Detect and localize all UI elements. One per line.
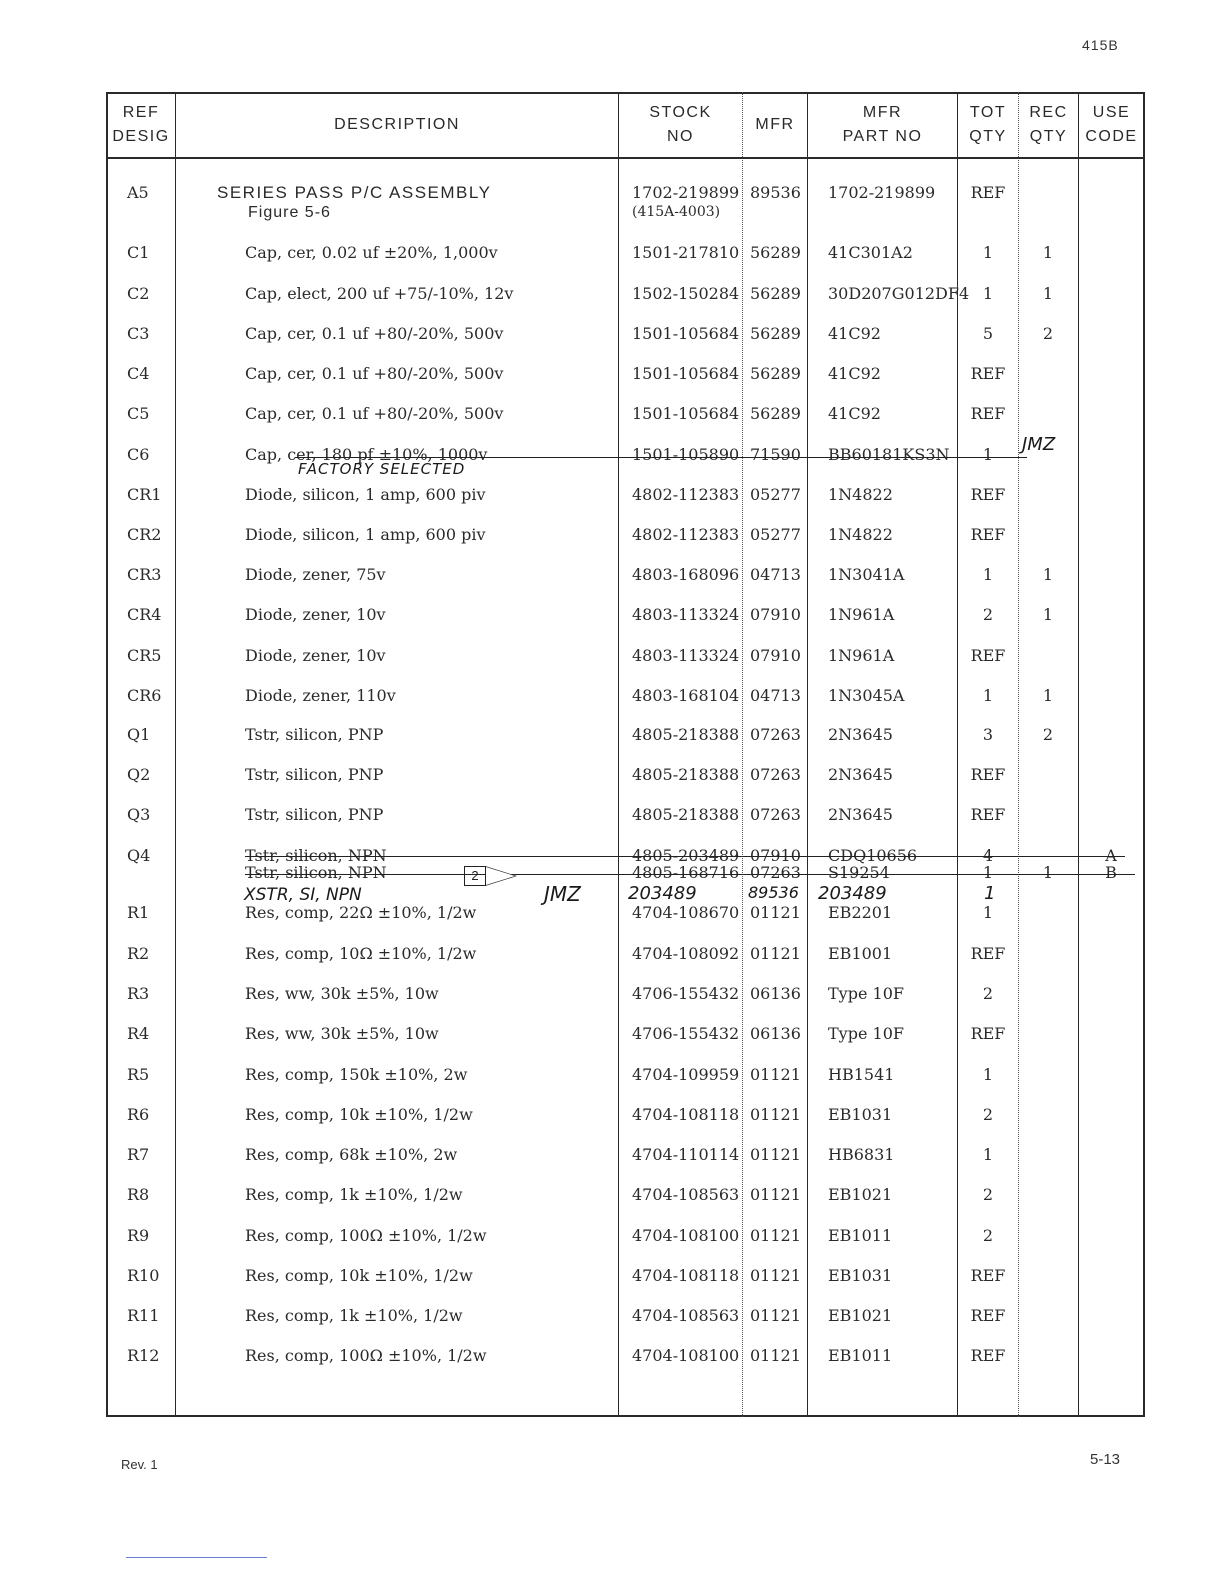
table-row	[0, 1145, 1224, 1185]
cell-stock-no: 4704-108563	[632, 1306, 740, 1325]
cell-ref: R10	[127, 1266, 160, 1285]
cell-mfr-part-no: 1N4822	[828, 485, 893, 504]
cell-stock-no: 4803-168104	[632, 686, 740, 705]
cell-ref: R4	[127, 1024, 150, 1043]
assembly-title: SERIES PASS P/C ASSEMBLY	[217, 183, 492, 202]
cell-description: Res, comp, 100Ω ±10%, 1/2w	[245, 1226, 487, 1245]
cell-description: Diode, zener, 10v	[245, 646, 386, 665]
table-row	[0, 525, 1224, 565]
cell-mfr-part-no: EB1011	[828, 1226, 893, 1245]
cell-stock-no: 1501-217810	[632, 243, 740, 262]
cell-description: Res, comp, 10k ±10%, 1/2w	[245, 1266, 473, 1285]
cell-description: Res, comp, 1k ±10%, 1/2w	[245, 1185, 463, 1204]
assembly-stock-no: 1702-219899	[632, 183, 740, 202]
cell-mfr: 01121	[750, 1266, 801, 1285]
cell-stock-no: 1502-150284	[632, 284, 740, 303]
cell-mfr-part-no: EB1021	[828, 1185, 893, 1204]
assembly-ref: A5	[127, 183, 149, 202]
table-row	[0, 805, 1224, 845]
q4-handwritten-mfr: 89536	[748, 883, 799, 902]
cell-tot-qty: REF	[970, 1024, 1006, 1043]
cell-rec-qty: 1	[1042, 243, 1054, 262]
header-use-code: USE CODE	[1085, 104, 1138, 145]
cell-mfr: 07263	[750, 805, 801, 824]
cell-use-code: A	[1105, 846, 1117, 865]
cell-mfr: 01121	[750, 1185, 801, 1204]
table-row	[0, 1105, 1224, 1145]
cell-description: Cap, elect, 200 uf +75/-10%, 12v	[245, 284, 514, 303]
cell-mfr: 01121	[750, 1065, 801, 1084]
cell-mfr: 56289	[750, 404, 801, 423]
cell-tot-qty: REF	[970, 646, 1006, 665]
cell-stock-no: 1501-105684	[632, 404, 740, 423]
table-row	[0, 485, 1224, 525]
table-row	[0, 1065, 1224, 1105]
cell-ref: C5	[127, 404, 150, 423]
cell-mfr: 07910	[750, 846, 801, 865]
cell-mfr-part-no: 41C92	[828, 364, 881, 383]
cell-mfr-part-no: S19254	[828, 863, 890, 882]
cell-mfr-part-no: 2N3645	[828, 725, 893, 744]
revision-label: Rev. 1	[121, 1457, 158, 1472]
header-rec-qty: REC QTY	[1029, 104, 1068, 145]
cell-mfr: 04713	[750, 565, 801, 584]
cell-rec-qty: 2	[1042, 725, 1054, 744]
cell-stock-no: 4704-108670	[632, 903, 740, 922]
cell-stock-no: 4802-112383	[632, 485, 740, 504]
cell-stock-no: 1501-105890	[632, 445, 740, 464]
table-row	[0, 863, 1224, 903]
table-row	[0, 1306, 1224, 1346]
table-row	[0, 1024, 1224, 1064]
cell-description: Res, comp, 1k ±10%, 1/2w	[245, 1306, 463, 1325]
cell-ref: C1	[127, 243, 150, 262]
c6-strikethrough	[295, 457, 1027, 458]
cell-ref: R3	[127, 984, 150, 1003]
cell-stock-no: 4704-109959	[632, 1065, 740, 1084]
cell-ref: CR6	[127, 686, 162, 705]
cell-stock-no: 4803-113324	[632, 605, 740, 624]
cell-stock-no: 4704-108100	[632, 1346, 740, 1365]
cell-rec-qty: 1	[1042, 686, 1054, 705]
cell-description: Tstr, silicon, PNP	[245, 805, 384, 824]
cell-ref: R1	[127, 903, 150, 922]
cell-stock-no: 4805-218388	[632, 725, 740, 744]
cell-mfr-part-no: Type 10F	[828, 984, 904, 1003]
cell-use-code: B	[1105, 863, 1117, 882]
cell-description: Res, comp, 22Ω ±10%, 1/2w	[245, 903, 477, 922]
cell-mfr-part-no: 1N961A	[828, 605, 895, 624]
change-arrow-label: 2	[464, 866, 486, 886]
cell-tot-qty: 1	[982, 1145, 994, 1164]
cell-tot-qty: 2	[982, 1105, 994, 1124]
cell-tot-qty: 2	[982, 1185, 994, 1204]
cell-mfr: 07263	[750, 863, 801, 882]
cell-ref: R2	[127, 944, 150, 963]
cell-mfr-part-no: 41C92	[828, 324, 881, 343]
cell-ref: CR4	[127, 605, 162, 624]
cell-description: Res, comp, 10Ω ±10%, 1/2w	[245, 944, 477, 963]
cell-mfr: 07910	[750, 646, 801, 665]
cell-ref: R11	[127, 1306, 160, 1325]
cell-ref: Q2	[127, 765, 151, 784]
cell-tot-qty: 1	[982, 565, 994, 584]
table-row	[0, 1346, 1224, 1386]
cell-tot-qty: 1	[982, 445, 994, 464]
cell-description: Cap, cer, 0.1 uf +80/-20%, 500v	[245, 324, 504, 343]
cell-rec-qty: 2	[1042, 324, 1054, 343]
table-row	[0, 565, 1224, 605]
table-row	[0, 364, 1224, 404]
c6-initials: JMZ	[1022, 434, 1056, 455]
cell-mfr-part-no: EB2201	[828, 903, 893, 922]
table-row	[0, 944, 1224, 984]
cell-description: Tstr, silicon, NPN	[245, 846, 387, 865]
header-description: DESCRIPTION	[334, 116, 460, 133]
header-mfr: MFR	[755, 116, 795, 133]
cell-mfr-part-no: 30D207G012DF4	[828, 284, 970, 303]
cell-stock-no: 4706-155432	[632, 1024, 740, 1043]
page-number: 5-13	[1090, 1451, 1121, 1468]
cell-tot-qty: REF	[970, 485, 1006, 504]
cell-stock-no: 1501-105684	[632, 324, 740, 343]
cell-mfr: 07263	[750, 725, 801, 744]
header-tot-qty: TOT QTY	[969, 104, 1007, 145]
table-row	[0, 765, 1224, 805]
cell-ref: R9	[127, 1226, 150, 1245]
cell-mfr: 07910	[750, 605, 801, 624]
change-arrow-icon	[485, 866, 517, 886]
cell-ref: R8	[127, 1185, 150, 1204]
q4-handwritten-qty: 1	[984, 883, 996, 904]
cell-stock-no: 4805-203489	[632, 846, 740, 865]
cell-tot-qty: 2	[982, 605, 994, 624]
cell-description: Res, comp, 68k ±10%, 2w	[245, 1145, 458, 1164]
table-row	[0, 1185, 1224, 1225]
table-row	[0, 324, 1224, 364]
cell-mfr-part-no: EB1001	[828, 944, 893, 963]
cell-mfr-part-no: 1N3045A	[828, 686, 905, 705]
cell-tot-qty: 1	[982, 686, 994, 705]
cell-mfr-part-no: EB1031	[828, 1105, 893, 1124]
cell-description: Cap, cer, 0.1 uf +80/-20%, 500v	[245, 364, 504, 383]
cell-mfr-part-no: EB1011	[828, 1346, 893, 1365]
cell-mfr-part-no: 1N961A	[828, 646, 895, 665]
cell-stock-no: 4802-112383	[632, 525, 740, 544]
cell-description: Diode, silicon, 1 amp, 600 piv	[245, 525, 486, 544]
cell-rec-qty: 1	[1042, 863, 1054, 882]
q4-handwritten-stock: 203489	[628, 883, 697, 904]
cell-tot-qty: REF	[970, 404, 1006, 423]
header-mfr-part-no: MFR PART NO	[842, 104, 923, 145]
cell-description: Tstr, silicon, PNP	[245, 725, 384, 744]
cell-mfr: 56289	[750, 364, 801, 383]
assembly-tot-qty: REF	[970, 183, 1006, 202]
cell-stock-no: 4706-155432	[632, 984, 740, 1003]
cell-mfr: 56289	[750, 284, 801, 303]
cell-ref: Q1	[127, 725, 151, 744]
cell-mfr: 01121	[750, 944, 801, 963]
cell-tot-qty: 2	[982, 1226, 994, 1245]
cell-mfr-part-no: 41C301A2	[828, 243, 913, 262]
cell-mfr-part-no: CDQ10656	[828, 846, 918, 865]
cell-mfr-part-no: HB6831	[828, 1145, 895, 1164]
cell-mfr: 07263	[750, 765, 801, 784]
cell-mfr: 01121	[750, 1145, 801, 1164]
cell-mfr-part-no: 41C92	[828, 404, 881, 423]
cell-tot-qty: 3	[982, 725, 994, 744]
assembly-mfr: 89536	[750, 183, 801, 202]
cell-tot-qty: REF	[970, 1266, 1006, 1285]
q4-handwritten-desc: XSTR, SI, NPN	[244, 885, 362, 905]
cell-tot-qty: REF	[970, 1306, 1006, 1325]
cell-mfr: 56289	[750, 324, 801, 343]
q4-strikethrough-2	[245, 874, 1135, 875]
cell-ref: CR1	[127, 485, 162, 504]
cell-mfr: 04713	[750, 686, 801, 705]
cell-description: Tstr, silicon, PNP	[245, 765, 384, 784]
cell-mfr: 56289	[750, 243, 801, 262]
cell-ref: CR3	[127, 565, 162, 584]
q4-strikethrough-1	[245, 856, 1125, 857]
cell-stock-no: 4803-168096	[632, 565, 740, 584]
cell-description: Diode, zener, 10v	[245, 605, 386, 624]
cell-tot-qty: 1	[982, 1065, 994, 1084]
cell-ref: R7	[127, 1145, 150, 1164]
cell-ref: R5	[127, 1065, 150, 1084]
cell-mfr-part-no: HB1541	[828, 1065, 895, 1084]
cell-ref: CR5	[127, 646, 162, 665]
cell-description: Res, ww, 30k ±5%, 10w	[245, 984, 439, 1003]
cell-mfr-part-no: 2N3645	[828, 765, 893, 784]
cell-tot-qty: 1	[982, 284, 994, 303]
cell-stock-no: 4805-218388	[632, 805, 740, 824]
header-ref-desig: REF DESIG	[112, 104, 170, 145]
cell-tot-qty: 1	[982, 243, 994, 262]
cell-tot-qty: REF	[970, 525, 1006, 544]
cell-mfr-part-no: Type 10F	[828, 1024, 904, 1043]
cell-stock-no: 4704-108118	[632, 1266, 740, 1285]
cell-tot-qty: REF	[970, 765, 1006, 784]
cell-mfr: 01121	[750, 1306, 801, 1325]
cell-mfr: 06136	[750, 984, 801, 1003]
cell-stock-no: 1501-105684	[632, 364, 740, 383]
c6-factory-selected-note: FACTORY SELECTED	[298, 460, 466, 478]
cell-rec-qty: 1	[1042, 565, 1054, 584]
cell-stock-no: 4704-108092	[632, 944, 740, 963]
cell-ref: CR2	[127, 525, 162, 544]
cell-description: Tstr, silicon, NPN	[245, 863, 387, 882]
table-row	[0, 1226, 1224, 1266]
cell-mfr-part-no: 1N3041A	[828, 565, 905, 584]
cell-description: Diode, zener, 75v	[245, 565, 386, 584]
cell-mfr: 05277	[750, 525, 801, 544]
table-row	[0, 284, 1224, 324]
cell-tot-qty: 1	[982, 903, 994, 922]
cell-mfr: 05277	[750, 485, 801, 504]
table-row	[0, 686, 1224, 726]
cell-ref: C2	[127, 284, 150, 303]
header-stock-no: STOCK NO	[649, 104, 712, 145]
cell-stock-no: 4704-110114	[632, 1145, 740, 1164]
table-row	[0, 984, 1224, 1024]
cell-ref: R6	[127, 1105, 150, 1124]
q4-initials: JMZ	[544, 882, 581, 906]
cell-ref: C6	[127, 445, 150, 464]
cell-description: Diode, silicon, 1 amp, 600 piv	[245, 485, 486, 504]
cell-description: Res, ww, 30k ±5%, 10w	[245, 1024, 439, 1043]
table-row	[0, 243, 1224, 283]
cell-description: Diode, zener, 110v	[245, 686, 396, 705]
cell-stock-no: 4805-218388	[632, 765, 740, 784]
cell-description: Cap, cer, 180 pf ±10%, 1000v	[245, 445, 488, 464]
cell-rec-qty: 1	[1042, 284, 1054, 303]
cell-tot-qty: REF	[970, 1346, 1006, 1365]
cell-tot-qty: REF	[970, 805, 1006, 824]
cell-tot-qty: REF	[970, 364, 1006, 383]
cell-description: Res, comp, 10k ±10%, 1/2w	[245, 1105, 473, 1124]
cell-ref: C4	[127, 364, 150, 383]
table-row	[0, 646, 1224, 686]
cell-ref: C3	[127, 324, 150, 343]
cell-tot-qty: REF	[970, 944, 1006, 963]
cell-tot-qty: 4	[982, 846, 994, 865]
table-row	[0, 605, 1224, 645]
cell-description: Res, comp, 150k ±10%, 2w	[245, 1065, 468, 1084]
cell-mfr-part-no: EB1021	[828, 1306, 893, 1325]
assembly-alt-stock-no: (415A-4003)	[632, 204, 721, 220]
assembly-figure: Figure 5-6	[248, 204, 331, 221]
cell-rec-qty: 1	[1042, 605, 1054, 624]
cell-mfr-part-no: EB1031	[828, 1266, 893, 1285]
cell-mfr: 01121	[750, 1346, 801, 1365]
cell-tot-qty: 5	[982, 324, 994, 343]
cell-mfr-part-no: 1N4822	[828, 525, 893, 544]
cell-ref: Q4	[127, 846, 151, 865]
cell-mfr: 06136	[750, 1024, 801, 1043]
cell-tot-qty: 2	[982, 984, 994, 1003]
q4-handwritten-part: 203489	[818, 883, 887, 904]
model-number: 415B	[1082, 37, 1119, 53]
cell-stock-no: 4704-108118	[632, 1105, 740, 1124]
table-row	[0, 1266, 1224, 1306]
table-row	[0, 903, 1224, 943]
cell-stock-no: 4805-168716	[632, 863, 740, 882]
cell-description: Cap, cer, 0.02 uf ±20%, 1,000v	[245, 243, 498, 262]
cell-stock-no: 4704-108563	[632, 1185, 740, 1204]
cell-tot-qty: 1	[982, 863, 994, 882]
cell-mfr: 71590	[750, 445, 801, 464]
cell-mfr-part-no: BB60181KS3N	[828, 445, 950, 464]
cell-mfr-part-no: 2N3645	[828, 805, 893, 824]
cell-mfr: 01121	[750, 903, 801, 922]
cell-mfr: 01121	[750, 1226, 801, 1245]
cell-description: Res, comp, 100Ω ±10%, 1/2w	[245, 1346, 487, 1365]
cell-stock-no: 4704-108100	[632, 1226, 740, 1245]
cell-mfr: 01121	[750, 1105, 801, 1124]
table-row	[0, 725, 1224, 765]
cell-ref: Q3	[127, 805, 151, 824]
cell-ref: R12	[127, 1346, 160, 1365]
cell-description: Cap, cer, 0.1 uf +80/-20%, 500v	[245, 404, 504, 423]
assembly-part-no: 1702-219899	[828, 183, 936, 202]
bottom-rule	[126, 1557, 267, 1558]
cell-stock-no: 4803-113324	[632, 646, 740, 665]
